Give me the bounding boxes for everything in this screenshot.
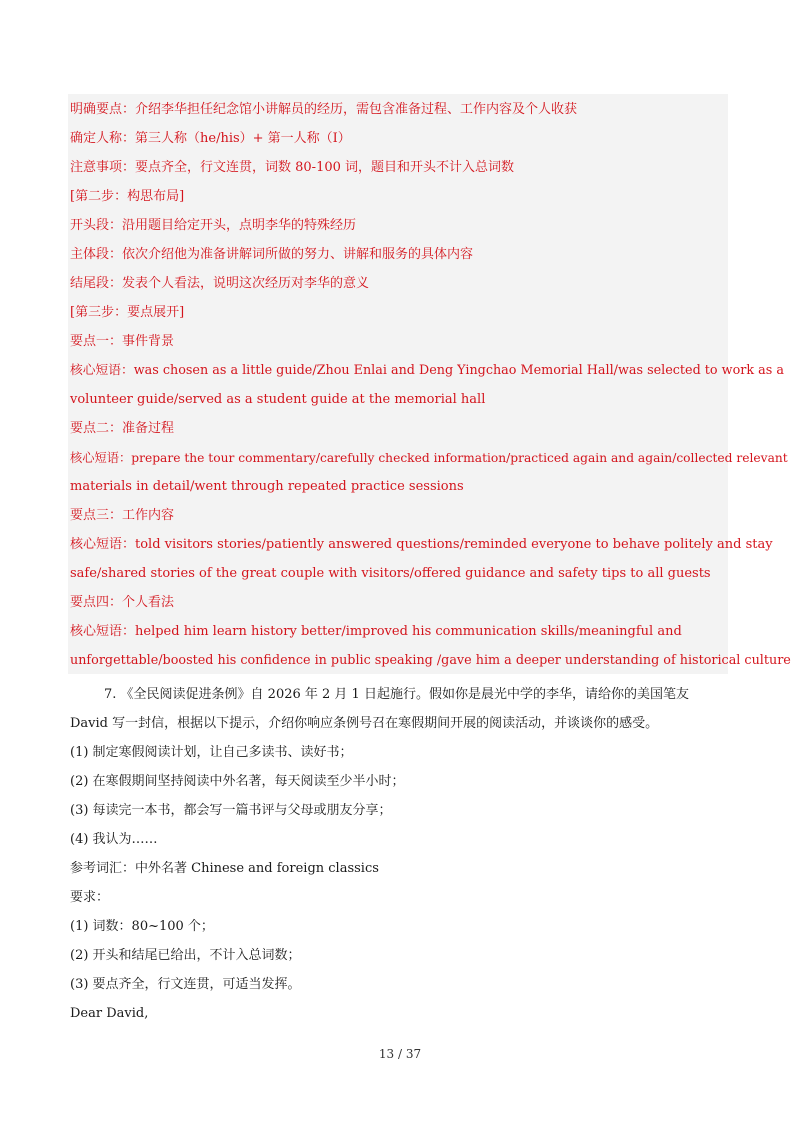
point-three-phrases-cont: safe/shared stories of the great couple with visitors/offered guidance and safety tips to all guests	[70, 566, 711, 581]
letter-salutation: Dear David,	[70, 1006, 149, 1021]
ending-paragraph-line: 结尾段：发表个人看法，说明这次经历对李华的意义	[70, 276, 370, 291]
page-number: 13 / 37	[378, 1047, 422, 1061]
point-four-phrases-cont: unforgettable/boosted his confidence in public speaking /gave him a deeper understanding of historical culture	[70, 653, 791, 668]
notes-line: 注意事项：要点齐全，行文连贯，词数 80-100 词，题目和开头不计入总词数	[70, 160, 515, 175]
point-two-phrases-cont: materials in detail/went through repeated practice sessions	[70, 479, 464, 494]
requirement-1: (1) 词数：80~100 个；	[70, 919, 214, 934]
point-three-phrases: 核心短语：told visitors stories/patiently answered questions/reminded everyone to behave politely and stay	[70, 537, 773, 552]
person-line: 确定人称：第三人称（he/his）+ 第一人称（I）	[70, 131, 351, 146]
body-paragraph-line: 主体段：依次介绍他为准备讲解词所做的努力、讲解和服务的具体内容	[70, 247, 474, 262]
hint-item-4: (4) 我认为……	[70, 832, 158, 847]
hint-item-1: (1) 制定寒假阅读计划，让自己多读书、读好书；	[70, 745, 353, 760]
step-three-heading: [第三步：要点展开]	[70, 305, 185, 320]
requirement-2: (2) 开头和结尾已给出，不计入总词数；	[70, 948, 301, 963]
hint-item-3: (3) 每读完一本书，都会写一篇书评与父母或朋友分享；	[70, 803, 392, 818]
point-four-phrases: 核心短语：helped him learn history better/improved his communication skills/meaningful and	[70, 624, 682, 639]
point-three-title: 要点三：工作内容	[70, 508, 175, 523]
opening-paragraph-line: 开头段：沿用题目给定开头，点明李华的特殊经历	[70, 218, 357, 233]
hint-item-2: (2) 在寒假期间坚持阅读中外名著，每天阅读至少半小时；	[70, 774, 405, 789]
key-points-line: 明确要点：介绍李华担任纪念馆小讲解员的经历，需包含准备过程、工作内容及个人收获	[70, 102, 578, 117]
point-one-title: 要点一：事件背景	[70, 334, 175, 349]
point-two-title: 要点二：准备过程	[70, 421, 175, 436]
point-two-phrases: 核心短语：prepare the tour commentary/carefully checked information/practiced again and again/collected relevant	[70, 451, 788, 465]
requirement-3: (3) 要点齐全，行文连贯，可适当发挥。	[70, 977, 301, 992]
step-two-heading: [第二步：构思布局]	[70, 189, 185, 204]
point-four-title: 要点四：个人看法	[70, 595, 175, 610]
point-one-phrases-cont: volunteer guide/served as a student guide at the memorial hall	[70, 392, 486, 407]
reference-vocabulary: 参考词汇：中外名著 Chinese and foreign classics	[70, 861, 379, 876]
question-prompt-cont: David 写一封信，根据以下提示，介绍你响应条例号召在寒假期间开展的阅读活动，并谈谈你的感受。	[70, 716, 659, 731]
answer-analysis-block	[68, 94, 728, 674]
requirements-title: 要求：	[70, 890, 110, 905]
question-prompt: 7. 《全民阅读促进条例》自 2026 年 2 月 1 日起施行。假如你是晨光中学的李华，请给你的美国笔友	[104, 687, 689, 702]
point-one-phrases: 核心短语：was chosen as a little guide/Zhou Enlai and Deng Yingchao Memorial Hall/was selected to work as a	[70, 363, 784, 378]
